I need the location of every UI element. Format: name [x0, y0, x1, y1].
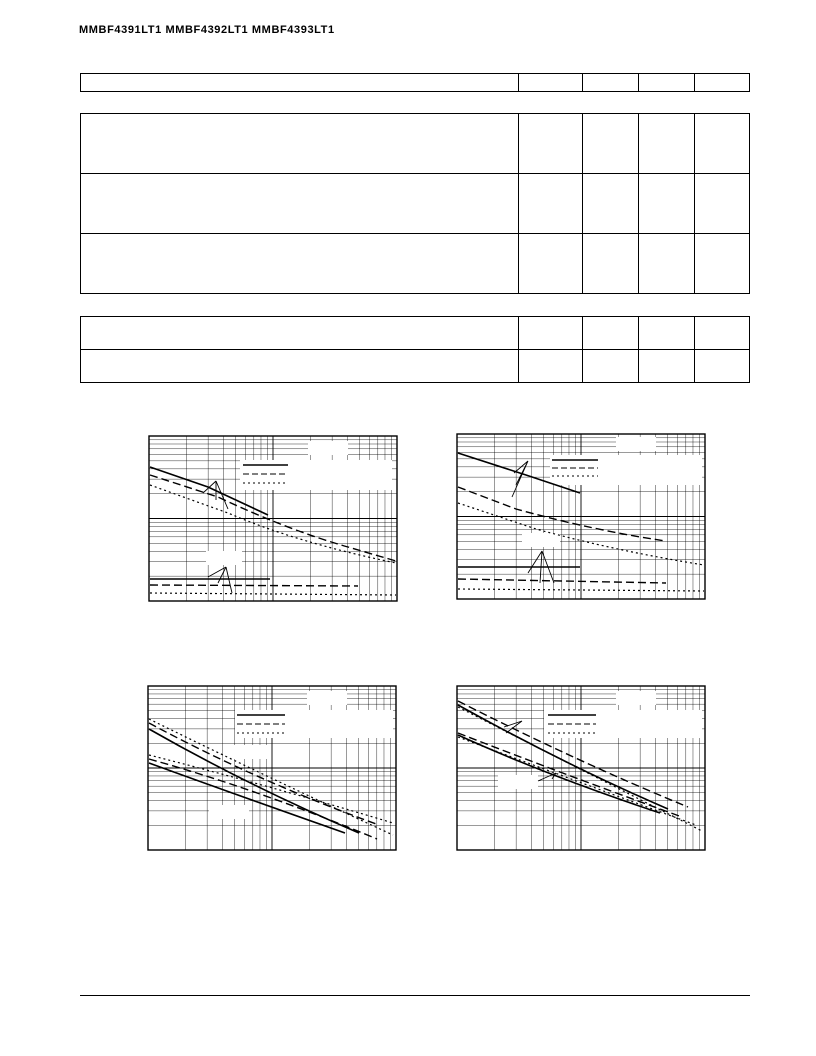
label-mask: [616, 437, 656, 451]
label-mask: [616, 691, 656, 705]
table-cell: [695, 174, 750, 234]
table-cell: [81, 317, 519, 350]
footer-rule: [80, 995, 750, 996]
table-cell: [81, 350, 519, 383]
table-cell: [519, 234, 583, 294]
table-cell: [583, 317, 639, 350]
arrows: [512, 461, 554, 583]
label-mask: [308, 441, 348, 455]
table-cell: [519, 317, 583, 350]
figure-3: [147, 685, 397, 851]
table-cell: [695, 114, 750, 174]
table-cell: [583, 114, 639, 174]
table-cell: [519, 114, 583, 174]
table-row: [81, 350, 750, 383]
table-cell: [583, 234, 639, 294]
table-cell: [519, 74, 583, 92]
figure-2: [456, 433, 706, 600]
label-mask: [206, 551, 242, 565]
table-cell: [583, 174, 639, 234]
label-mask: [307, 691, 347, 705]
table-row: [81, 114, 750, 174]
table-cell: [519, 174, 583, 234]
table-cell: [81, 174, 519, 234]
table-cell: [639, 350, 695, 383]
table-cell: [695, 350, 750, 383]
table-cell: [583, 350, 639, 383]
spec-table-header: [80, 73, 750, 92]
label-mask: [498, 775, 538, 789]
table-cell: [695, 234, 750, 294]
table-cell: [695, 74, 750, 92]
table-row: [81, 74, 750, 92]
label-mask: [522, 533, 560, 547]
spec-table-switching: [80, 316, 750, 383]
page-header-part-numbers: MMBF4391LT1 MMBF4392LT1 MMBF4393LT1: [79, 24, 335, 36]
spec-table-characteristics: [80, 113, 750, 294]
table-cell: [81, 74, 519, 92]
table-cell: [81, 114, 519, 174]
table-cell: [583, 74, 639, 92]
table-row: [81, 234, 750, 294]
figure-1: [148, 435, 398, 602]
table-cell: [695, 317, 750, 350]
table-cell: [639, 74, 695, 92]
table-cell: [639, 234, 695, 294]
table-cell: [81, 234, 519, 294]
table-cell: [639, 114, 695, 174]
table-cell: [639, 174, 695, 234]
table-row: [81, 174, 750, 234]
figure-4: [456, 685, 706, 851]
label-mask: [209, 805, 249, 819]
table-cell: [639, 317, 695, 350]
table-cell: [519, 350, 583, 383]
label-mask: [231, 745, 267, 759]
table-row: [81, 317, 750, 350]
